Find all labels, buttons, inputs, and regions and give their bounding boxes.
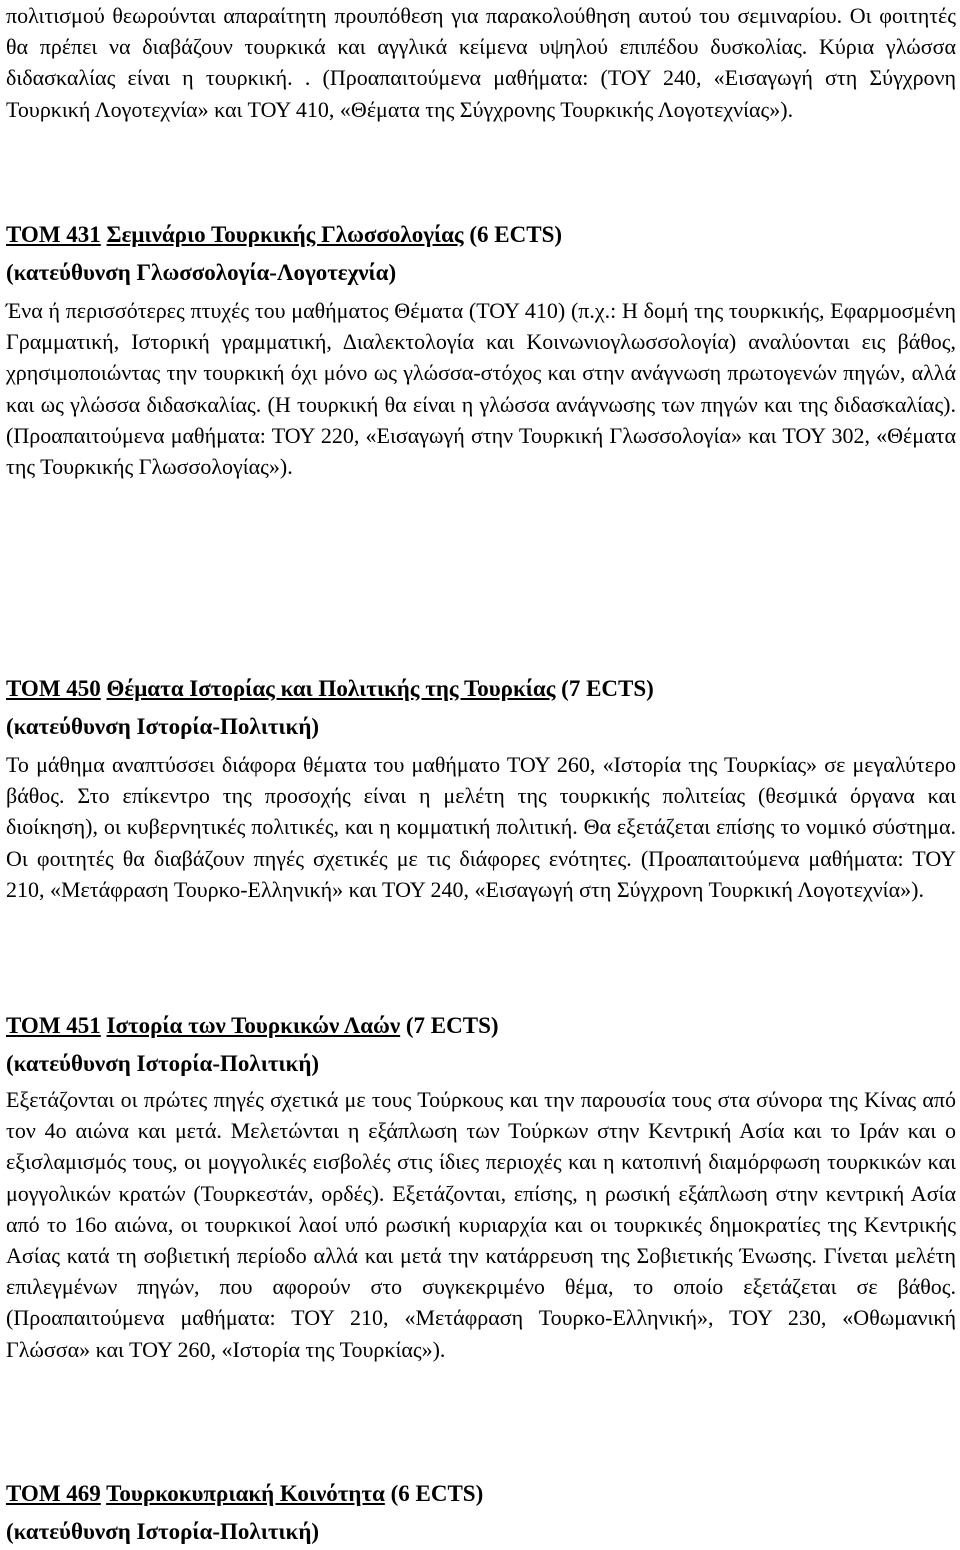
course-description-tom450: Το μάθημα αναπτύσσει διάφορα θέματα του μαθήματο ΤΟΥ 260, «Ιστορία της Τουρκίας» σε μεγαλύτερο βάθος. Στο επίκεντρο της προσοχής είναι η μελέτη της τουρκικής πολιτείας (θεσμικά όργανα και διοίκηση), οι κυβερνητικές πολιτικές, και η κομματική πολιτική. Θα εξετάζεται επίσης το νομικό σύστημα. Οι φοιτητές θα διαβάζουν πηγές σχετικές με τις διάφορες ενότητες. (Προαπαιτούμενα μαθήματα: ΤΟΥ 210, «Μετάφραση Τουρκο-Ελληνική» και ΤΟΥ 240, «Εισαγωγή στη Σύγχρονη Τουρκική Λογοτεχνία»). [6,752,956,902]
course-track-tom450: (κατεύθυνση Ιστορία-Πολιτική) [6,714,320,739]
course-ects: (7 ECTS) [561,676,654,701]
course-track-tom451: (κατεύθυνση Ιστορία-Πολιτική) [6,1051,320,1076]
course-ects: (6 ECTS) [469,222,563,247]
course-code: ΤΟΜ 469 [6,1481,101,1506]
course-heading-tom431 [6,219,562,250]
course-title: Σεμινάριο Τουρκικής Γλωσσολογίας [106,222,464,247]
course-track-tom469: (κατεύθυνση Ιστορία-Πολιτική) [6,1519,320,1544]
course-title: Ιστορία των Τουρκικών Λαών [106,1013,401,1038]
course-code: ΤΟΜ 450 [6,676,101,701]
intro-paragraph: πολιτισμού θεωρούνται απαραίτητη προυπόθεση για παρακολούθηση αυτού του σεμιναρίου. Οι φοιτητές θα πρέπει να διαβάζουν τουρκικά και αγγλικά κείμενα υψηλού επιπέδου δυσκολίας. Κύρια γλώσσα διδασκαλίας είναι η τουρκική. . (Προαπαιτούμενα μαθήματα: (ΤΟΥ 240, «Εισαγωγή στη Σύγχρονη Τουρκική Λογοτεχνία» και ΤΟΥ 410, «Θέματα της Σύγχρονης Τουρκικής Λογοτεχνίας»). [6,3,956,122]
course-code: ΤΟΜ 451 [6,1013,101,1038]
course-ects: (7 ECTS) [405,1013,499,1038]
course-track-tom431: (κατεύθυνση Γλωσσολογία-Λογοτεχνία) [6,260,397,285]
course-title: Τουρκοκυπριακή Κοινότητα [106,1481,385,1506]
course-ects: (6 ECTS) [390,1481,484,1506]
course-heading-tom451 [6,1010,499,1041]
course-title: Θέματα Ιστορίας και Πολιτικής της Τουρκίας [106,676,556,701]
course-code: ΤΟΜ 431 [6,222,101,247]
course-description-tom431: Ένα ή περισσότερες πτυχές του μαθήματος Θέματα (ΤΟΥ 410) (π.χ.: Η δομή της τουρκικής, Εφαρμοσμένη Γραμματική, Ιστορική γραμματική, Διαλεκτολογία και Κοινωνιογλωσσολογία) αναλύονται εις βάθος, χρησιμοποιώντας την τουρκική όχι μόνο ως γλώσσα-στόχος και στην ανάγνωση πρωτογενών πηγών, αλλά και ως γλώσσα διδασκαλίας. (Η τουρκική θα είναι η γλώσσα ανάγνωσης των πηγών και της διδασκαλίας). (Προαπαιτούμενα μαθήματα: ΤΟΥ 220, «Εισαγωγή στην Τουρκική Γλωσσολογία» και ΤΟΥ 302, «Θέματα της Τουρκικής Γλωσσολογίας»). [6,298,956,480]
course-description-tom451: Εξετάζονται οι πρώτες πηγές σχετικά με τους Τούρκους και την παρουσία τους στα σύνορα της Κίνας από τον 4ο αιώνα και μετά. Μελετώνται η εξάπλωση των Τούρκων στην Κεντρική Ασία και το Ιράν και ο εξισλαμισμός τους, οι μογγολικές εισβολές στις ίδιες περιοχές και η κατοπινή διαμόρφωση τουρκικών και μογγολικών κρατών (Τουρκεστάν, ορδές). Εξετάζονται, επίσης, η ρωσική εξάπλωση στην κεντρική Ασία από το 16ο αιώνα, οι τουρκικοί λαοί υπό ρωσική κυριαρχία και οι τουρκικές δημοκρατίες της Κεντρικής Ασίας κατά τη σοβιετική περίοδο αλλά και μετά την κατάρρευση της Σοβιετικής Ένωσης. Γίνεται μελέτη επιλεγμένων πηγών, που αφορούν στο συγκεκριμένο θέμα, το οποίο εξετάζεται σε βάθος. (Προαπαιτούμενα μαθήματα: ΤΟΥ 210, «Μετάφραση Τουρκο-Ελληνική», ΤΟΥ 230, «Οθωμανική Γλώσσα» και ΤΟΥ 260, «Ιστορία της Τουρκίας»). [6,1087,956,1362]
course-heading-tom469 [6,1478,483,1509]
course-heading-tom450 [6,673,654,704]
